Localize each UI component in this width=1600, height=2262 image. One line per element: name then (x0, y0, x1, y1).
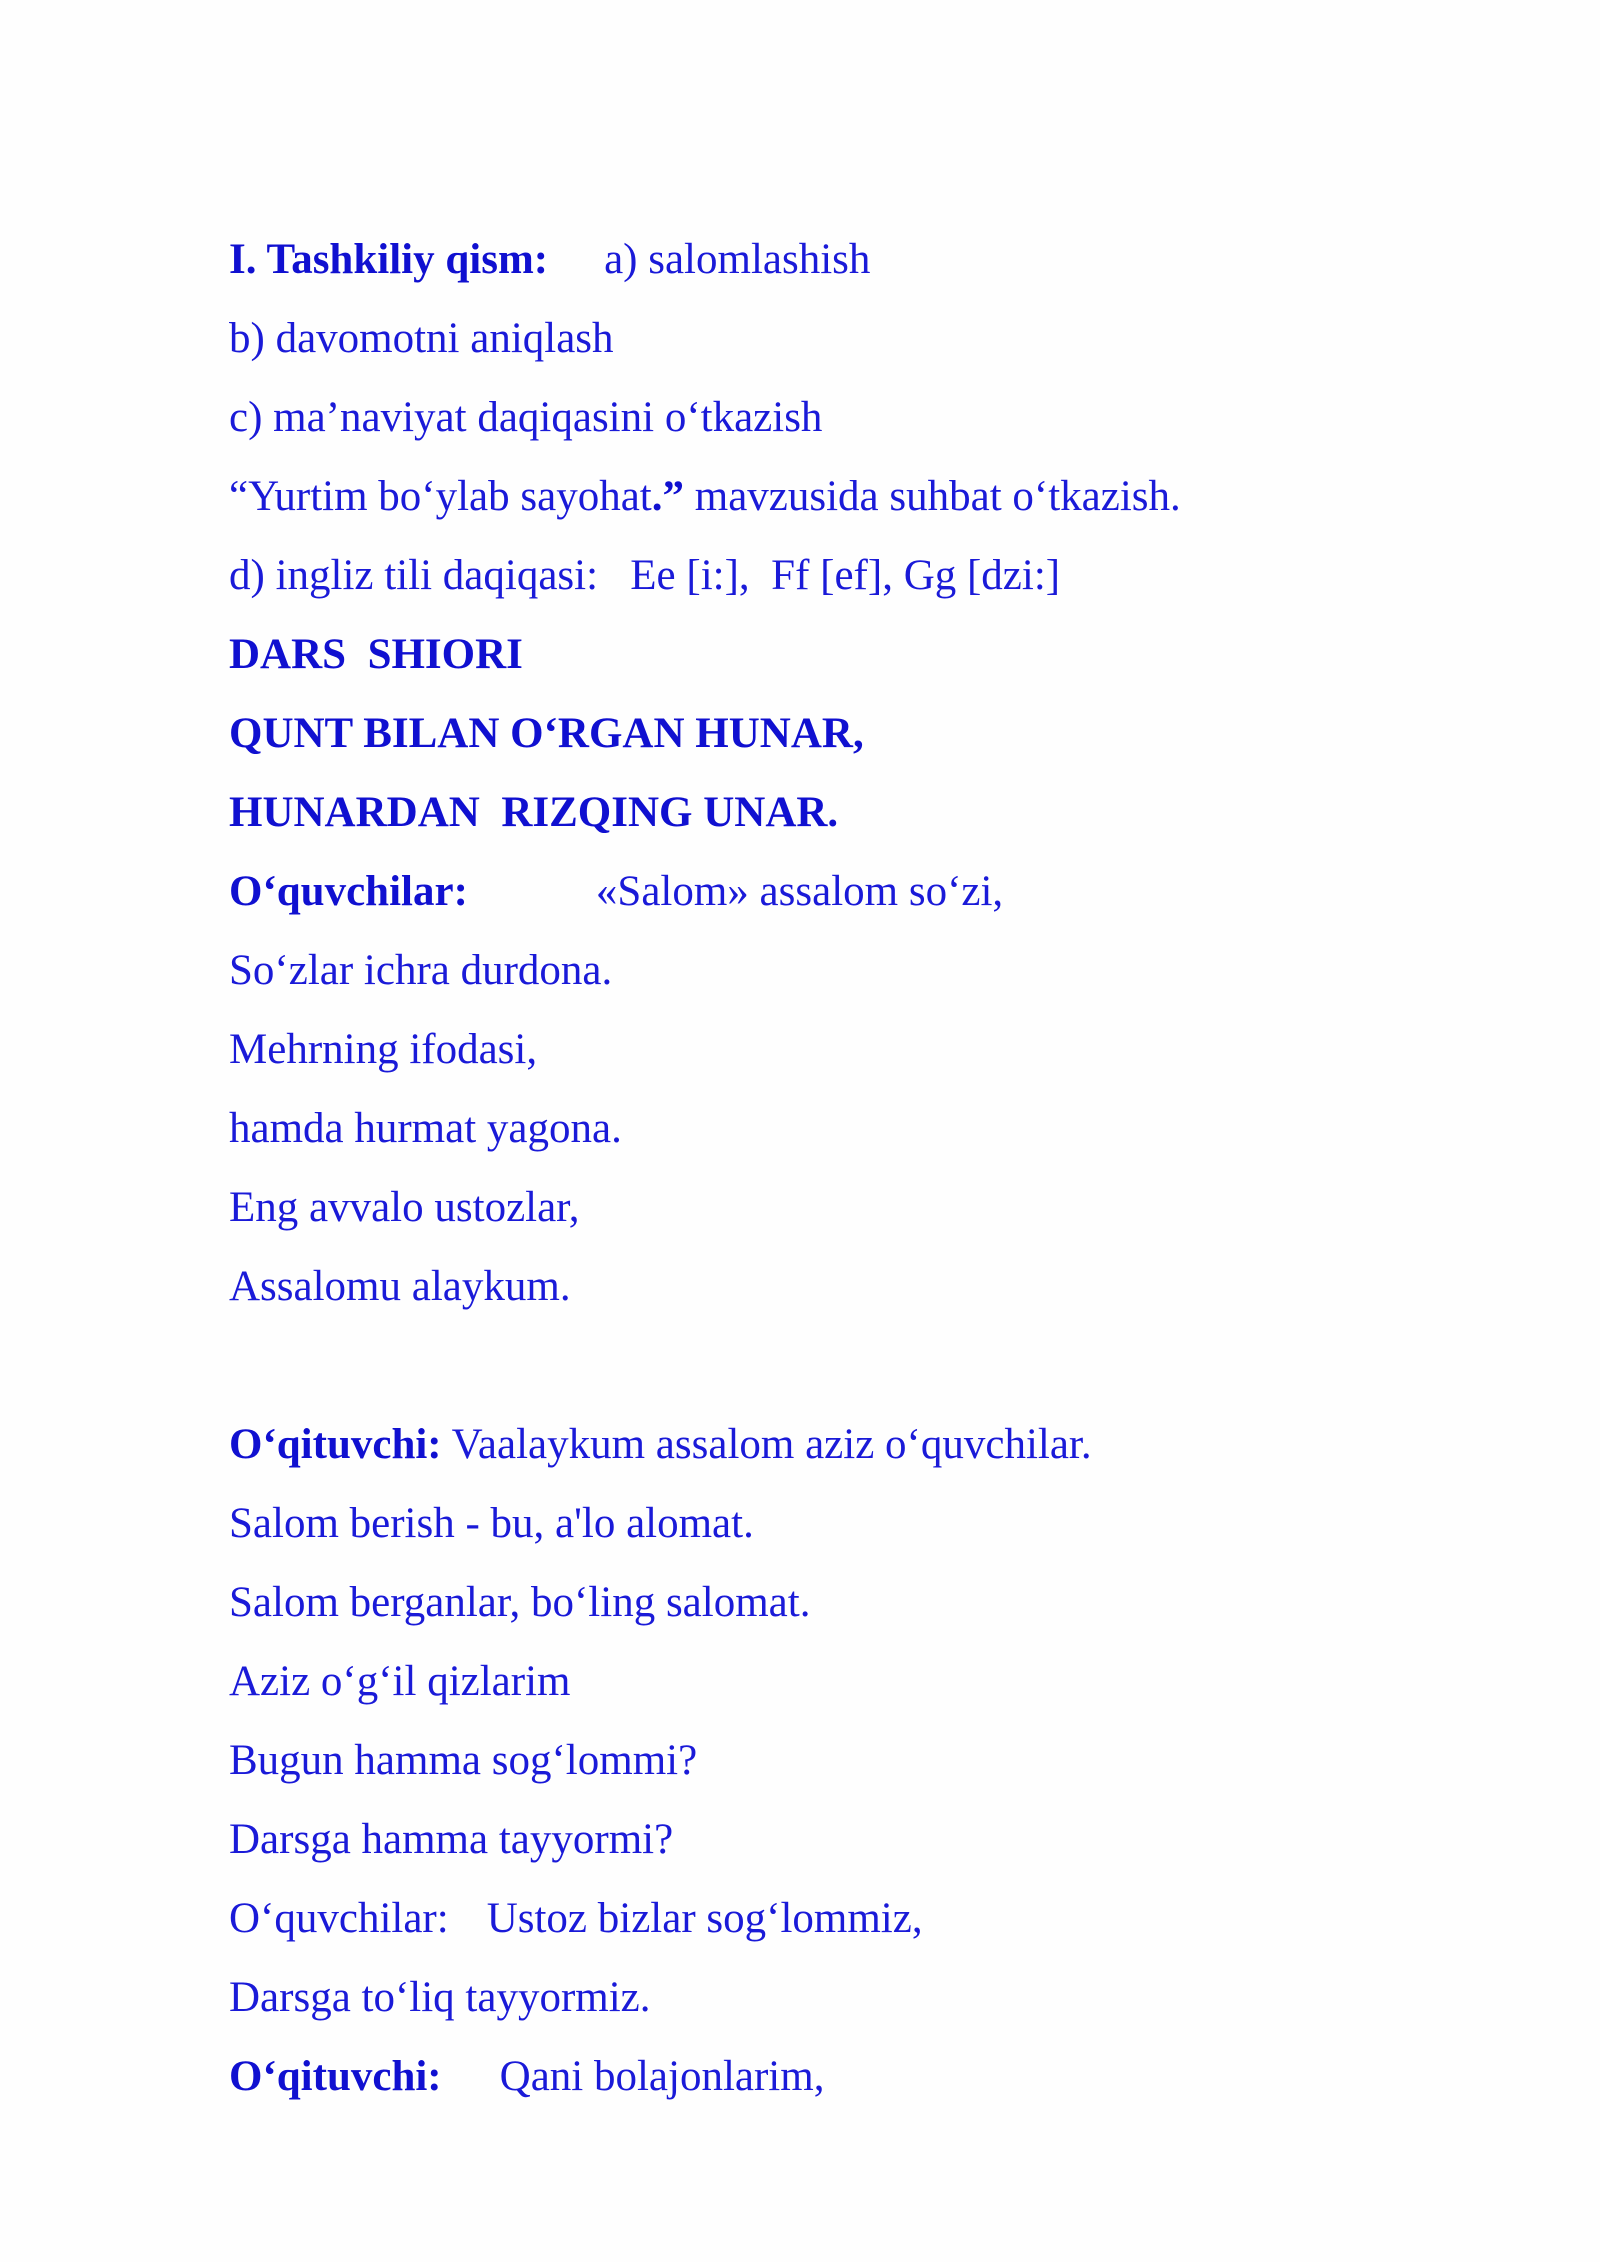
organizational-part-line (229, 225, 1429, 304)
poem-line: Salom berganlar, bo‘ling salomat. (229, 1579, 811, 1626)
topic-title: “Yurtim bo‘ylab sayohat (229, 473, 652, 520)
topic-rest: mavzusida suhbat o‘tkazish. (684, 473, 1181, 520)
poem-line: So‘zlar ichra durdona. (229, 947, 613, 994)
item-d: d) ingliz tili daqiqasi: Ee [i:], Ff [ef], Gg [dzi:] (229, 552, 1061, 599)
speaker-label-students-plain: O‘quvchilar: (229, 1895, 449, 1942)
teacher-reply-line (229, 1410, 1429, 1489)
item-c: c) ma’naviyat daqiqasini o‘tkazish (229, 394, 823, 441)
poem-line: Qani bolajonlarim, (499, 2053, 825, 2100)
motto-line-1: QUNT BILAN O‘RGAN HUNAR, (229, 710, 864, 757)
teacher-last-line (229, 2042, 1429, 2121)
speaker-label-students: O‘quvchilar: (229, 868, 468, 915)
poem-line: Assalomu alaykum. (229, 1263, 571, 1310)
poem-line: Eng avvalo ustozlar, (229, 1184, 580, 1231)
poem-line: Vaalaykum assalom aziz o‘quvchilar. (441, 1421, 1092, 1468)
students-greeting-line (229, 857, 1429, 936)
poem-line: hamda hurmat yagona. (229, 1105, 622, 1152)
poem-line: Ustoz bizlar sog‘lommiz, (486, 1895, 923, 1942)
poem-line: Darsga to‘liq tayyormiz. (229, 1974, 651, 2021)
poem-line: Darsga hamma tayyormi? (229, 1816, 674, 1863)
section-heading: I. Tashkiliy qism: (229, 236, 549, 283)
blank-line (229, 1331, 1429, 1410)
topic-close-quote: .” (651, 473, 684, 520)
poem-line: Mehrning ifodasi, (229, 1026, 538, 1073)
motto-title: DARS SHIORI (229, 631, 523, 678)
document-body (229, 225, 1429, 2121)
motto-line-2: HUNARDAN RIZQING UNAR. (229, 789, 839, 836)
poem-line: Aziz o‘g‘il qizlarim (229, 1658, 571, 1705)
item-a: a) salomlashish (604, 236, 871, 283)
item-b: b) davomotni aniqlash (229, 315, 614, 362)
topic-line (229, 462, 1429, 541)
speaker-label-teacher: O‘qituvchi: (229, 2053, 442, 2100)
students-answer-line (229, 1884, 1429, 1963)
poem-line: Salom berish - bu, a'lo alomat. (229, 1500, 754, 1547)
poem-line: Bugun hamma sog‘lommi? (229, 1737, 698, 1784)
speaker-label-teacher: O‘qituvchi: (229, 1421, 442, 1468)
poem-line: «Salom» assalom so‘zi, (595, 868, 1004, 915)
